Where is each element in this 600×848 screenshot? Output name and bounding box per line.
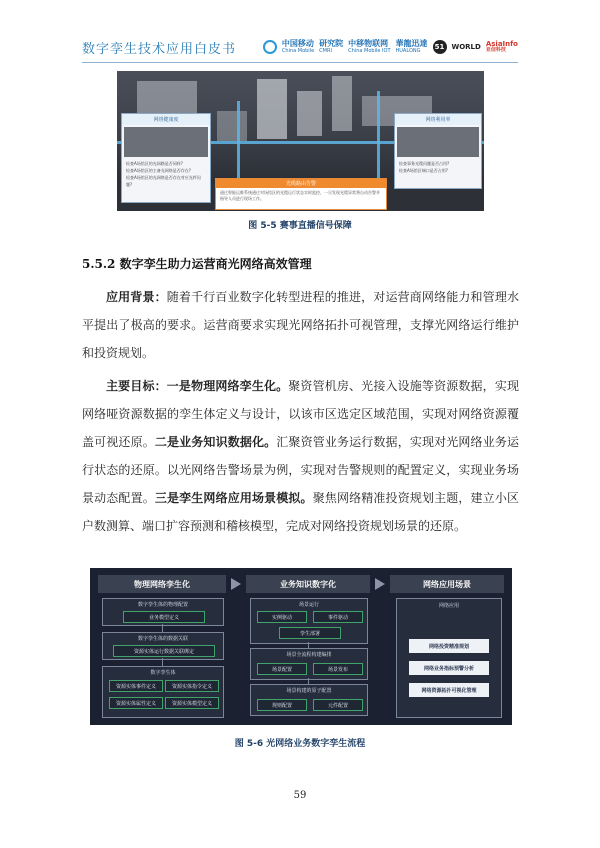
page-header (82, 34, 518, 60)
list-item: 检查事务光缆问题是否占用? (399, 161, 450, 166)
figure2-caption: 图 5-6 光网络业务数字孪生流程 (234, 739, 366, 749)
figure-broadcast-image (117, 71, 484, 211)
col2-group3 (250, 684, 368, 716)
col3-group (396, 598, 502, 718)
china-mobile-en: China Mobile (281, 48, 315, 54)
col3-group-title: 网络应用 (438, 603, 459, 609)
col1-group2-title: 数字孪生体的数据关联 (137, 636, 188, 642)
section-heading: 5.5.2 数字孪生助力运营商光网络高效管理 (82, 257, 312, 271)
background-paragraph (82, 283, 519, 367)
col1-title: 物理网络孪生化 (98, 575, 226, 593)
col2-group3-item: 元件配置 (313, 699, 363, 711)
arrow-right-icon (231, 578, 241, 590)
col2-group2 (250, 648, 368, 680)
connector (162, 624, 163, 632)
world-logo: WORLD (451, 43, 481, 51)
cmri-en: CMRI (319, 48, 332, 54)
col1-group2-item: 资源实体运行数据关联绑定 (113, 645, 215, 657)
background-lead: 应用背景： (106, 290, 167, 304)
arrow-right-icon (375, 578, 385, 590)
network-utilization-image (397, 127, 479, 157)
hualong-logo (396, 40, 428, 54)
col3-item: 网络投资精准规划 (409, 639, 489, 653)
china-mobile-zh: 中国移动 (281, 39, 314, 48)
asiainfo-zh: 亚信科技 (485, 47, 506, 53)
col3-item: 网络资源拓扑可视化管理 (409, 683, 489, 697)
fiftyone-logo-icon: 51 (433, 40, 447, 54)
col1-group3-item: 资源实体指令定义 (165, 680, 219, 692)
connector (162, 658, 163, 666)
figure-flow-diagram (90, 568, 512, 725)
hualong-zh: 華龍迅達 (395, 39, 428, 48)
china-mobile-logo-icon (263, 40, 277, 54)
goal-part1-bold: 一是物理网络孪生化。 (166, 379, 289, 393)
col1-group2 (102, 632, 224, 660)
col2-group2-item: 场景发布 (313, 663, 363, 675)
col2-group3-item: 规则配置 (257, 699, 307, 711)
network-health-title: 网络健康度 (122, 114, 210, 125)
hualong-en: HUALONG (395, 48, 421, 54)
fiber-alarm-text: 通过智能运维系统通过对场馆区的光缆运行状态实时监控，一旦发现光缆异常将自动告警并指导人员进行现场工作。 (220, 190, 380, 201)
col1-group3-item: 资源实体事件定义 (109, 680, 163, 692)
background-text: 随着千行百业数字化转型进程的推进，对运营商网络能力和管理水平提出了极高的要求。运营商要求实现光网络拓扑可视管理，支撑光网络运行维护和投资规划。 (82, 290, 519, 360)
partner-logos (263, 34, 518, 60)
network-utilization-panel (394, 113, 482, 189)
iot-zh: 中移物联网 (348, 39, 389, 48)
goal-part2-bold: 二是业务知识数据化。 (154, 435, 277, 449)
list-item: 检查A场馆区端口是否占用? (399, 168, 448, 173)
col1-group3-item: 资源实体模型定义 (165, 697, 219, 709)
col1-group1-title: 数字孪生体的物理配置 (137, 602, 188, 608)
goal-part3-bold: 三是孪生网络应用场景模拟。 (154, 491, 313, 505)
col1-group3-title: 数字孪生体 (150, 670, 176, 676)
goal-paragraph (82, 372, 519, 540)
col2-title: 业务知识数字化 (246, 575, 370, 593)
col2-group1-extra: 孪生部署 (279, 627, 341, 639)
list-item: 检查A场馆区的主备光网络是否存在? (126, 168, 191, 173)
col2-group1 (250, 598, 368, 644)
list-item: 检查A场馆区的光网路是否同样? (126, 161, 183, 166)
figure1-caption: 图 5-5 赛事直播信号保障 (248, 221, 352, 231)
network-health-image (124, 127, 208, 157)
page-number: 59 (293, 790, 307, 801)
fiber-alarm-notice (215, 178, 387, 210)
col2-group1-item: 实例驱动 (257, 611, 307, 623)
col2-group2-item: 场景配置 (257, 663, 307, 675)
fiber-alarm-title: 光缆路由告警 (216, 179, 386, 188)
asiainfo-logo (486, 41, 518, 53)
goal-part3-text: 聚焦网络精准投资规划主题，建立小区户数测算、端口扩容预测和稽核模型，完成对网络投资规划场景的还原。 (82, 491, 519, 533)
col2-group1-item: 事件驱动 (313, 611, 363, 623)
goal-part2-text: 汇聚资管业务运行数据，实现对光网络业务运行状态的还原。以光网络告警场景为例，实现对告警规则的配置定义，实现业务场景动态配置。 (82, 435, 519, 505)
col3-item: 网络业务指标预警分析 (409, 661, 489, 675)
col1-group3 (102, 666, 224, 718)
goal-lead: 主要目标： (106, 379, 167, 393)
header-divider (82, 62, 518, 63)
list-item: 检查A场馆区的光网络是否存在对应光纤问题? (126, 175, 201, 187)
col1-group1-item: 业务模型定义 (123, 611, 205, 623)
col1-group1 (102, 598, 224, 626)
col2-group1-title: 场景运行 (298, 602, 319, 608)
iot-logo (348, 40, 390, 54)
asiainfo-en: AsiaInfo (485, 40, 518, 48)
network-health-list (122, 159, 210, 189)
iot-en: China Mobile IOT (348, 48, 391, 54)
network-utilization-title: 网络利用率 (395, 114, 481, 125)
header-title: 数字孪生技术应用白皮书 (82, 42, 237, 57)
col2-group3-title: 场景构建的原子配置 (286, 688, 332, 694)
goal-part1-text: 聚资管机房、光接入设施等资源数据，实现网络哑资源数据的孪生体定义与设计，以该市区选定区域范围，实现对网络资源覆盖可视还原。 (82, 379, 519, 449)
cmri-logo (319, 40, 343, 54)
col3-title: 网络应用场景 (390, 575, 504, 593)
cmri-zh: 研究院 (319, 39, 344, 48)
china-mobile-logo (282, 40, 314, 54)
network-utilization-list (395, 159, 481, 175)
network-health-panel (121, 113, 211, 203)
col1-group3-item: 资源实体属性定义 (109, 697, 163, 709)
col2-group2-title: 场景全流程构建编排 (286, 652, 332, 658)
